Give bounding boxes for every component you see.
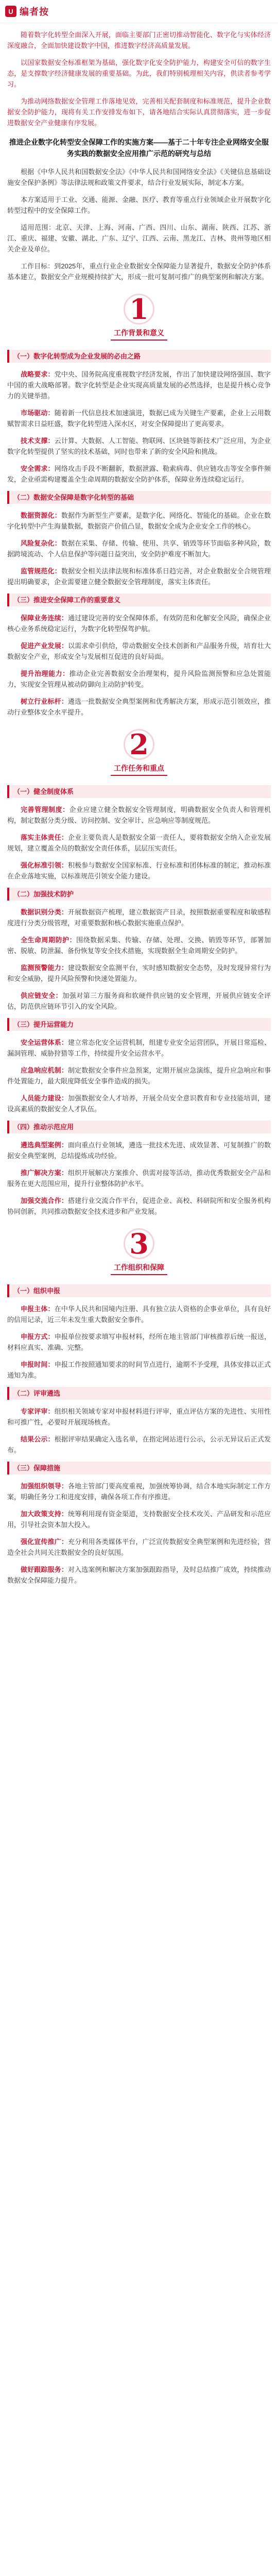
section-paragraph [7, 1303, 271, 1325]
paragraph-text: 申报工作按照通知要求的时间节点进行，逾期不予受理，具体安排以正式通知为准。 [7, 1361, 271, 1379]
paragraph-keyword: 推广解决方案： [21, 1169, 68, 1177]
section-paragraph [7, 1434, 271, 1455]
chapter-number-badge [124, 1228, 154, 1259]
chapter-number: 3 [129, 1227, 149, 1260]
goal-paragraph: 工作目标：到2025年，重点行业企业数据安全保障能力显著提升，数据安全防护体系基本建立，数据安全产业规模持续扩大，形成一批可复制可推广的典型案例和解决方案。 [7, 262, 271, 281]
paragraph-text: 数据在采集、存储、传输、使用、共享、销毁等环节面临多种风险，数据跨境流动、个人信息保护等问题日益突出，安全防护难度不断加大。 [7, 539, 271, 558]
paragraph-keyword: 促进产业发展： [21, 642, 68, 650]
brand-name: 编者按 [20, 7, 49, 17]
article-body [0, 23, 278, 1586]
paragraph-text: 申报单位按要求填写申报材料，经所在地主管部门审核推荐后统一报送，材料应真实、准确、完整。 [7, 1333, 271, 1351]
paragraph-keyword: 战略要求： [21, 370, 55, 378]
paragraph-keyword: 应急响应机制： [21, 1066, 68, 1074]
paragraph-keyword: 落实主体责任： [21, 834, 68, 841]
section-heading: （三）提升运营能力 [7, 1018, 271, 1031]
chapter-number-badge [124, 294, 154, 325]
intro-paragraph: 为推动网络数据安全管理工作落地见效，完善相关配套制度和标准规范，提升企业数据安全防护能力，现将有关工作安排发布如下，请各地结合实际认真贯彻落实，进一步促进数据安全产业健康有序发展。 [7, 97, 271, 127]
paragraph-keyword: 遴选典型案例： [21, 1141, 68, 1149]
paragraph-text: 统筹利用现有资金渠道，支持数据安全技术攻关、产品研发和示范应用，引导社会资本加大投入。 [7, 1510, 271, 1529]
paragraph-text: 通过建设完善的安全保障体系，有效防范和化解安全风险，确保企业核心业务系统稳定运行，为数字化转型保驾护航。 [7, 614, 271, 633]
paragraph-text: 随着新一代信息技术加速演进，数据已成为关键生产要素，企业上云用数赋智需求日益旺盛，数字化转型进入深水区，对安全保障提出了更高要求。 [7, 409, 271, 428]
section-paragraph [7, 1481, 271, 1502]
paragraph-keyword: 做好跟踪服务： [21, 1566, 68, 1573]
section-paragraph [7, 613, 271, 634]
section-paragraph [7, 566, 271, 587]
decorative-ring-icon [124, 1228, 154, 1259]
paragraph-keyword: 申报主体： [21, 1305, 55, 1313]
paragraph-text: 党中央、国务院高度重视数字经济发展，作出了加快建设网络强国、数字中国的重大战略部署。数字化转型是企业实现高质量发展的必然选择，也是提升核心竞争力的关键举措。 [7, 370, 271, 400]
paragraph-text: 组织开展解决方案推介、供需对接等活动，推动优秀数据安全产品和服务在更大范围应用，提升行业整体防护水平。 [7, 1169, 271, 1188]
paragraph-keyword: 风险复杂化： [21, 539, 61, 547]
section-paragraph [7, 668, 271, 690]
section-paragraph [7, 832, 271, 854]
paragraph-text: 数据安全相关法律法规和标准体系日趋完善，对企业数据安全合规管理提出明确要求，企业需要建立健全数据安全管理制度，落实主体责任。 [7, 567, 271, 586]
section-heading: （二）加强技术防护 [7, 888, 271, 901]
paragraph-keyword: 安全需求： [21, 465, 55, 472]
scope-paragraph: 适用范围：北京、天津、上海、河南、广西、四川、山东、湖南、陕西、江苏、浙江、重庆、福建、安徽、湖北、广东、辽宁、江西、云南、黑龙江、吉林、贵州等地区相关企业及单位。 [7, 224, 271, 253]
section-heading: （一）组织申报 [7, 1284, 271, 1297]
paragraph-keyword: 加强组织领导： [21, 1482, 68, 1490]
section-paragraph [7, 907, 271, 928]
chapter-header [7, 729, 271, 776]
section-paragraph [7, 1065, 271, 1087]
paragraph-text: 加强数据安全人才培养，开展全员安全意识教育和专业技能培训，建设高素质的数据安全人才队伍。 [7, 1094, 271, 1113]
paragraph-text: 制定数据安全事件应急预案，定期开展应急演练，提升应急响应和事件处置能力，最大限度降低安全事件造成的损失。 [7, 1066, 271, 1085]
paragraph-text: 企业应建立健全数据安全管理制度，明确数据安全负责人和管理机构，制定数据分类分级、访问控制、安全审计、应急响应等制度规范。 [7, 806, 271, 824]
paragraph-keyword: 安全运营体系： [21, 1039, 68, 1046]
paragraph-text: 搭建行业交流合作平台，促进企业、高校、科研院所和安全服务机构协同创新，共同推动数据安全技术进步和产业发展。 [7, 1197, 271, 1215]
section-paragraph [7, 463, 271, 485]
section-heading: （一）健全制度体系 [7, 785, 271, 798]
section-paragraph [7, 1406, 271, 1428]
section-paragraph [7, 1037, 271, 1059]
section-paragraph [7, 510, 271, 532]
section-heading: （二）评审遴选 [7, 1387, 271, 1400]
section-paragraph [7, 1195, 271, 1217]
paragraph-text: 网络攻击手段不断翻新，数据泄露、勒索病毒、供应链攻击等安全事件频发，企业亟需构建覆盖全生命周期的数据安全防护体系，保障业务连续稳定运行。 [7, 465, 271, 483]
paragraph-keyword: 数据资源化： [21, 512, 61, 519]
paragraph-text: 根据评审结果确定入选名单，在指定网站进行公示，公示无异议后正式发布。 [7, 1435, 271, 1454]
paragraph-keyword: 数据识别分类： [21, 908, 68, 916]
section-paragraph [7, 435, 271, 457]
paragraph-text: 开展数据资产梳理，建立数据资产目录，按照数据重要程度和敏感程度进行分类分级管理，对重要数据和核心数据实施重点保护。 [7, 908, 271, 927]
chapter-title: 工作背景和意义 [111, 328, 167, 341]
paragraph-keyword: 树立行业标杆： [21, 698, 68, 705]
article-title: 推进企业数字化转型安全保障工作的实施方案——基于二十年专注企业网络安全服务实践的数据安全应用推广示范的研究与总结 [9, 138, 269, 158]
section-paragraph [7, 1331, 271, 1353]
paragraph-keyword: 申报时间： [21, 1361, 55, 1368]
section-paragraph [7, 369, 271, 401]
section-paragraph [7, 1359, 271, 1381]
section-paragraph [7, 1509, 271, 1530]
paragraph-keyword: 加强交流合作： [21, 1197, 68, 1205]
paragraph-text: 充分利用各类媒体平台，广泛宣传数据安全典型案例和先进经验，营造全社会共同关注数据安全的良好氛围。 [7, 1538, 271, 1556]
paragraph-text: 企业主要负责人是数据安全第一责任人，要将数据安全纳入企业发展规划，建立覆盖全员的数据安全责任体系，层层压实责任。 [7, 834, 271, 852]
paragraph-keyword: 提升治理能力： [21, 670, 70, 677]
section-paragraph [7, 640, 271, 662]
section-paragraph [7, 1167, 271, 1189]
paragraph-text: 围绕数据采集、传输、存储、处理、交换、销毁等环节，部署加密、脱敏、防泄漏、备份恢复等安全技术措施，实现数据全生命周期安全防护。 [7, 936, 271, 955]
paragraph-keyword: 申报方式： [21, 1333, 55, 1341]
paragraph-text: 面向重点行业领域，遴选一批技术先进、成效显著、可复制推广的数据安全典型案例，总结提炼成功经验。 [7, 1141, 271, 1160]
chapter-number-badge [124, 729, 154, 760]
paragraph-keyword: 技术支撑： [21, 437, 55, 445]
chapters-container [7, 294, 271, 1586]
intro-paragraph: 随着数字化转型全面深入开展，面临主要部门正密切推动智能化、数字化与实体经济深度融合，全面加快建设数字中国，推进数字经济高质量发展。 [7, 31, 271, 49]
paragraph-text: 对入选案例和解决方案加强跟踪指导，及时总结推广成效，持续推动数据安全保障能力提升。 [7, 1566, 271, 1584]
section-heading: （四）推动示范应用 [7, 1121, 271, 1133]
paragraph-keyword: 完善管理制度： [21, 806, 70, 814]
top-bar [0, 0, 278, 23]
chapter-number: 2 [129, 728, 149, 761]
paragraph-keyword: 保障业务连续： [21, 614, 68, 622]
chapter-title: 工作组织和保障 [111, 1262, 167, 1275]
paragraph-keyword: 专家评审： [21, 1408, 55, 1415]
chapter-number: 1 [129, 293, 149, 326]
chapter-header [7, 1228, 271, 1275]
paragraph-text: 遴选一批数据安全典型案例和优秀解决方案，形成示范引领效应，推动行业整体安全水平提升。 [7, 698, 271, 716]
section-paragraph [7, 408, 271, 429]
brand-logo-icon: U [5, 6, 16, 17]
paragraph-text: 以需求牵引供给，带动数据安全技术创新和产品服务升级，培育壮大数据安全产业，形成安全与发展相互促进的良好局面。 [7, 642, 271, 660]
paragraph-keyword: 监管规范化： [21, 567, 61, 575]
section-paragraph [7, 696, 271, 718]
section-paragraph [7, 1140, 271, 1161]
paragraph-text: 在中华人民共和国境内注册、具有独立法人资格的企事业单位，具有良好的信用记录，近三年未发生重大数据安全事件。 [7, 1305, 271, 1324]
paragraph-keyword: 市场驱动： [21, 409, 55, 417]
intro-paragraph: 以国家数据安全标准框架为基础，强化数字化安全防护能力，构建安全可信的数字生态，是支撑数字经济健康发展的重要基础。为此，我们特别梳理相关内容，供读者参考学习。 [7, 59, 271, 88]
paragraph-keyword: 强化标准引领： [21, 861, 68, 869]
paragraph-text: 积极参与数据安全国家标准、行业标准和团体标准的制定，推动标准在企业落地实施，以标准规范引领安全能力建设。 [7, 861, 271, 880]
chapter-header [7, 294, 271, 341]
section-paragraph [7, 1564, 271, 1586]
paragraph-keyword: 人员能力建设： [21, 1094, 68, 1102]
decorative-ring-icon [124, 294, 154, 325]
paragraph-text: 推动企业完善数据安全治理架构，提升风险监测预警和应急处置能力，实现安全管理从被动防御向主动防护转变。 [7, 670, 271, 688]
section-heading: （一）数字化转型成为企业发展的必由之路 [7, 350, 271, 363]
paragraph-keyword: 加大政策支持： [21, 1510, 68, 1518]
paragraph-text: 建设数据安全监测平台，实时感知数据安全态势，及时发现异常行为和安全威胁，提升风险预警和快速处置能力。 [7, 964, 271, 982]
section-paragraph [7, 990, 271, 1012]
paragraph-keyword: 结果公示： [21, 1435, 55, 1443]
section-paragraph [7, 1093, 271, 1114]
section-paragraph [7, 860, 271, 882]
basis-paragraph: 本方案适用于工业、交通、能源、金融、医疗、教育等重点行业领域企业开展数字化转型过程中的安全保障工作。 [7, 196, 271, 214]
chapter-title: 工作任务和重点 [111, 763, 167, 776]
section-heading: （二）数据安全保障是数字化转型的基础 [7, 491, 271, 504]
section-paragraph [7, 962, 271, 984]
paragraph-text: 数据作为新型生产要素，是数字化、网络化、智能化的基础。企业在数字化转型中产生海量数据，数据资产价值凸显，数据安全成为企业安全工作的核心。 [7, 512, 271, 530]
paragraph-keyword: 全生命周期防护： [21, 936, 77, 944]
paragraph-keyword: 供应链安全： [21, 992, 63, 999]
section-heading: （三）保障措施 [7, 1462, 271, 1475]
paragraph-text: 建立常态化安全运营机制，组建专业安全运营团队，开展日常巡检、漏洞管理、威胁狩猎等工作，持续提升安全运营水平。 [7, 1039, 271, 1057]
paragraph-text: 加强对第三方服务商和软硬件供应链的安全管理，开展供应链安全评估，防范供应链环节引入的安全风险。 [7, 992, 271, 1010]
paragraph-keyword: 强化宣传推广： [21, 1538, 68, 1546]
paragraph-text: 组织相关领域专家对申报材料进行评审，重点评估方案的先进性、实用性和可推广性，必要时开展现场核查。 [7, 1408, 271, 1426]
section-paragraph [7, 804, 271, 826]
section-paragraph [7, 935, 271, 956]
section-paragraph [7, 538, 271, 560]
section-heading: （三）推进安全保障工作的重要意义 [7, 594, 271, 606]
decorative-ring-icon [124, 729, 154, 760]
paragraph-text: 各地主管部门要高度重视，加强统筹协调，结合本地实际制定工作方案，明确任务分工和进度安排，确保各项工作有序推进。 [7, 1482, 271, 1501]
section-paragraph [7, 1536, 271, 1558]
paragraph-text: 云计算、大数据、人工智能、物联网、区块链等新技术广泛应用，为企业数字化转型提供了坚实的技术基础，同时也带来了新的安全风险和挑战。 [7, 437, 271, 455]
basis-paragraph: 根据《中华人民共和国数据安全法》《中华人民共和国网络安全法》《关键信息基础设施安全保护条例》等法律法规和政策文件要求，结合行业发展实际，制定本方案。 [7, 168, 271, 187]
paragraph-keyword: 监测预警能力： [21, 964, 68, 972]
